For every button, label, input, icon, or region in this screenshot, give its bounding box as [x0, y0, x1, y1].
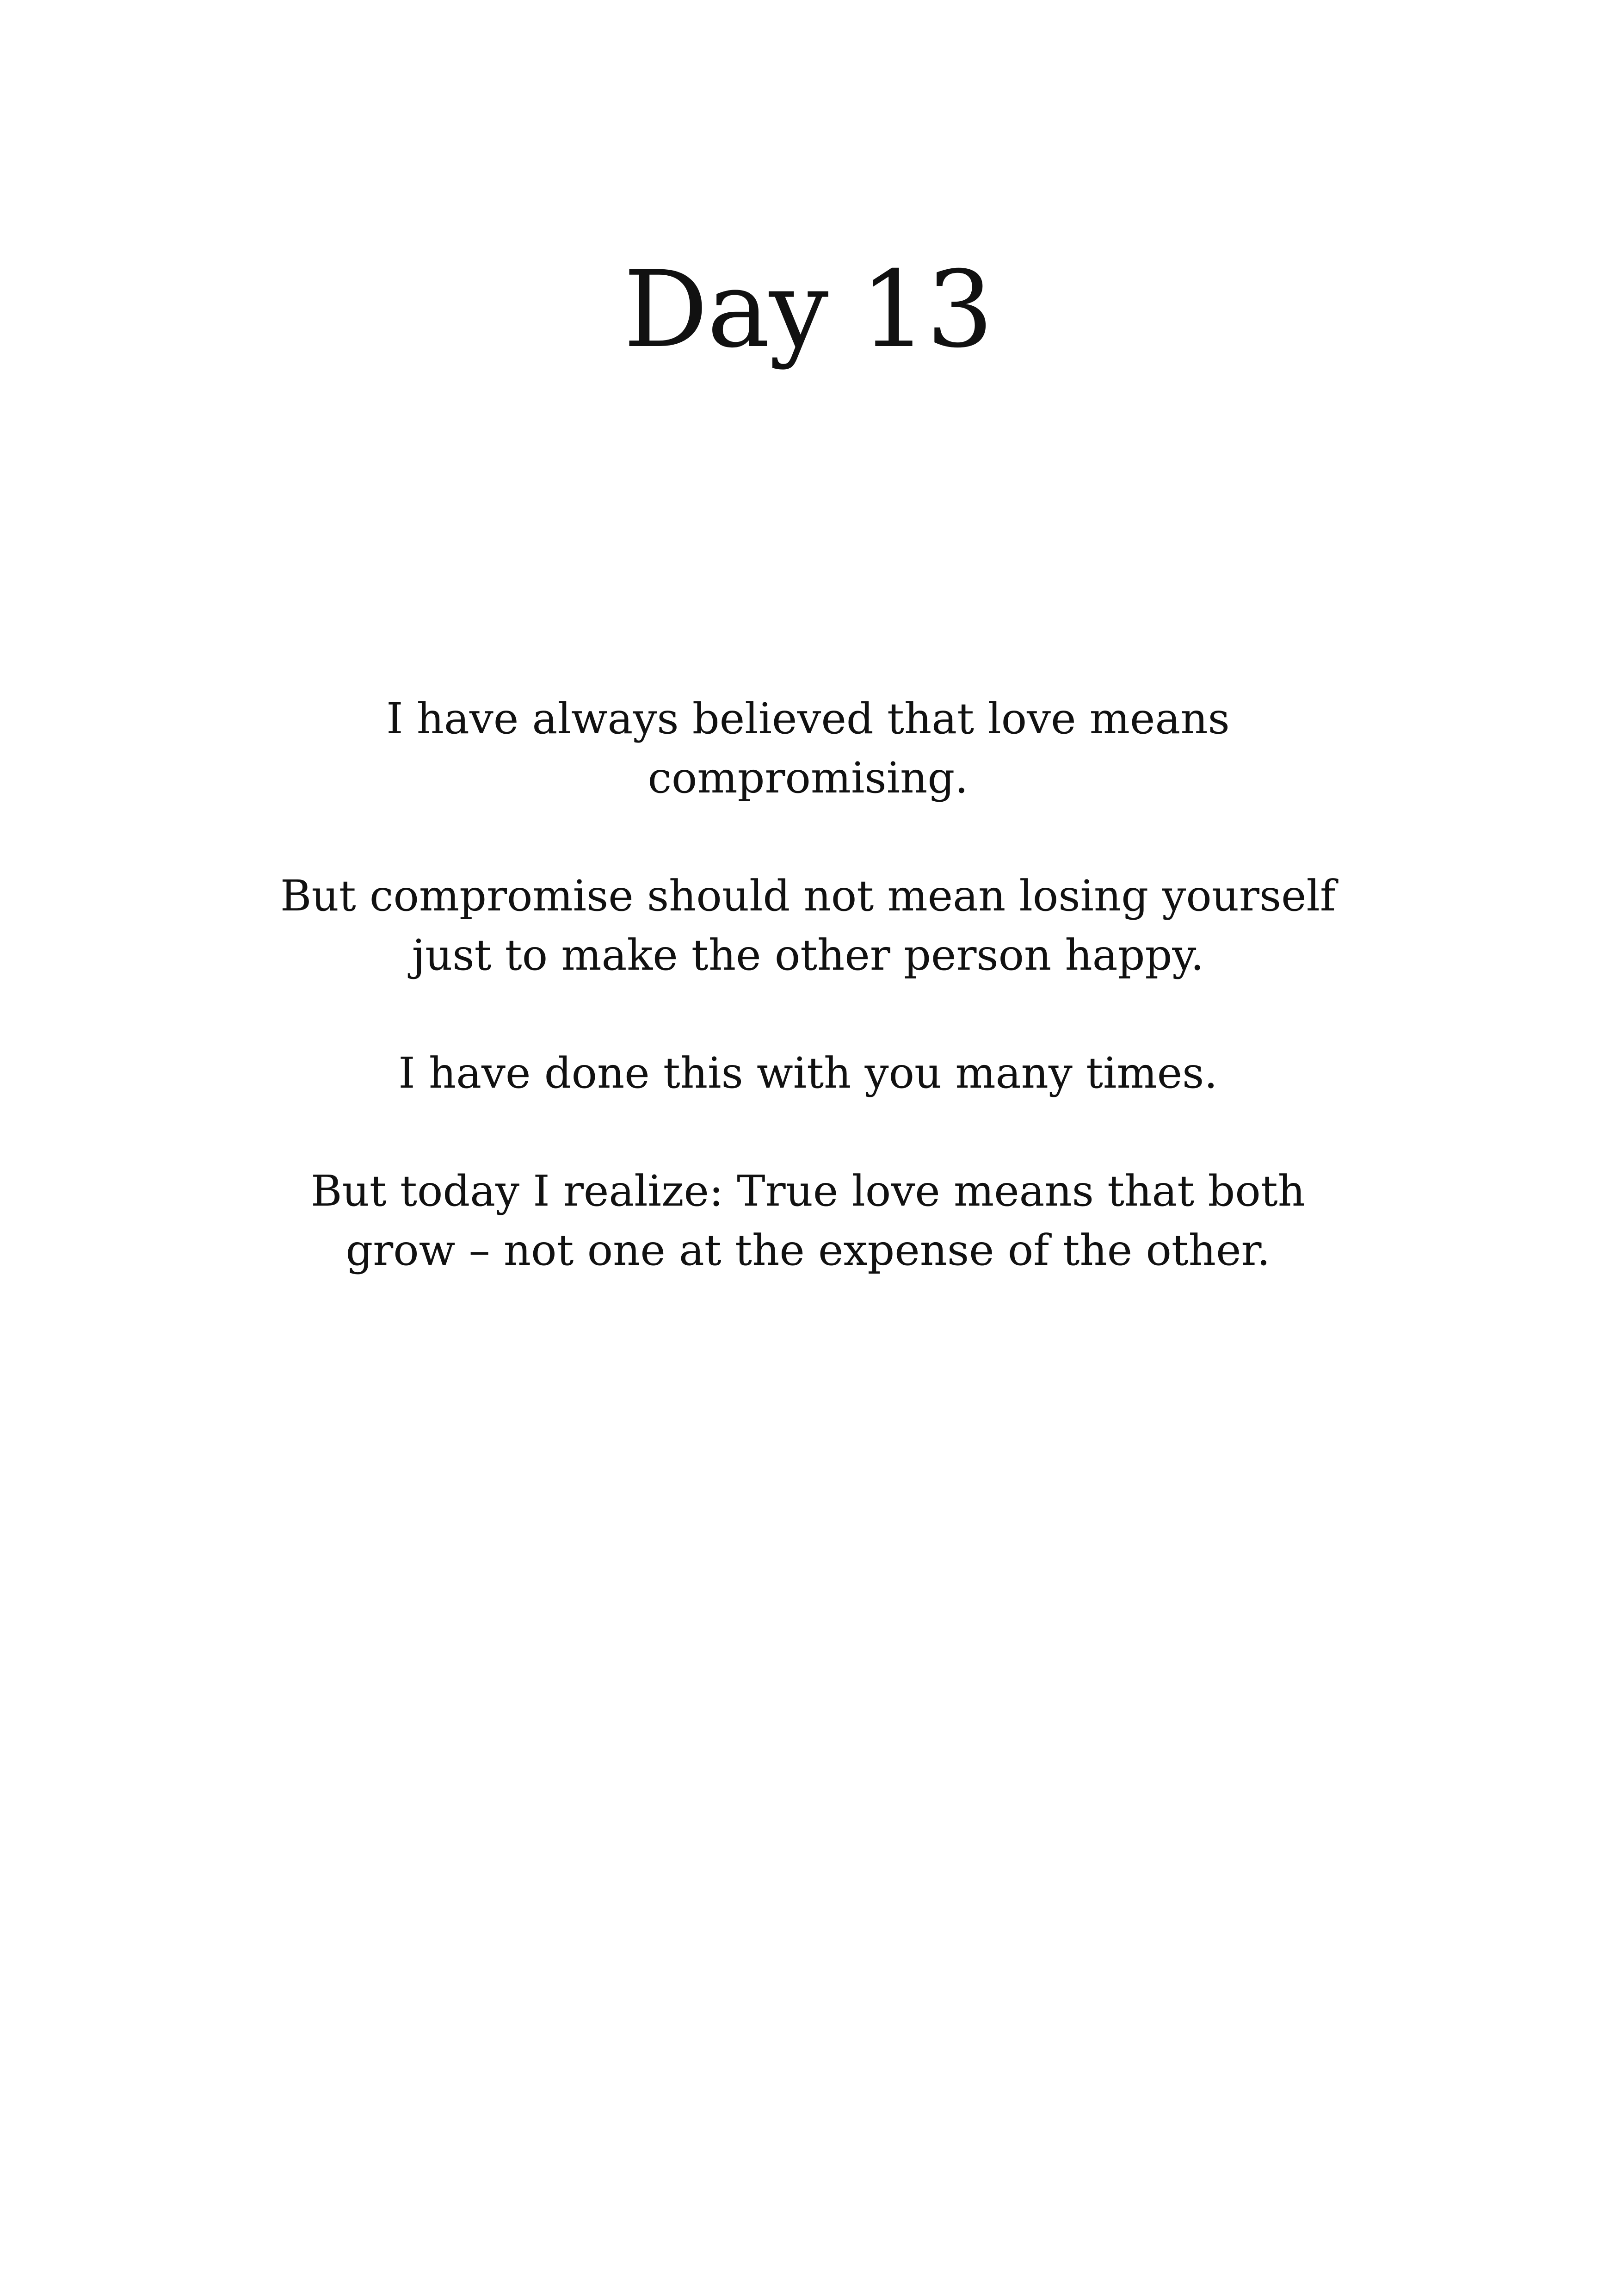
paragraph-1-line-2: compromising.	[648, 753, 968, 803]
paragraph-1-line-1: I have always believed that love means	[386, 694, 1230, 743]
paragraph-1	[0, 689, 1616, 808]
body-text	[0, 689, 1616, 1280]
paragraph-2	[0, 866, 1616, 985]
paragraph-2-line-2: just to make the other person happy.	[412, 930, 1204, 980]
paragraph-3	[0, 1044, 1616, 1103]
paragraph-3-line-1: I have done this with you many times.	[398, 1048, 1218, 1098]
paragraph-4-line-2: grow – not one at the expense of the other.	[345, 1225, 1271, 1275]
page-title: Day 13	[623, 248, 993, 371]
paragraph-4-line-1: But today I realize: True love means that both	[310, 1166, 1306, 1216]
paragraph-2-line-1: But compromise should not mean losing yourself	[280, 871, 1336, 921]
paragraph-4	[0, 1162, 1616, 1280]
